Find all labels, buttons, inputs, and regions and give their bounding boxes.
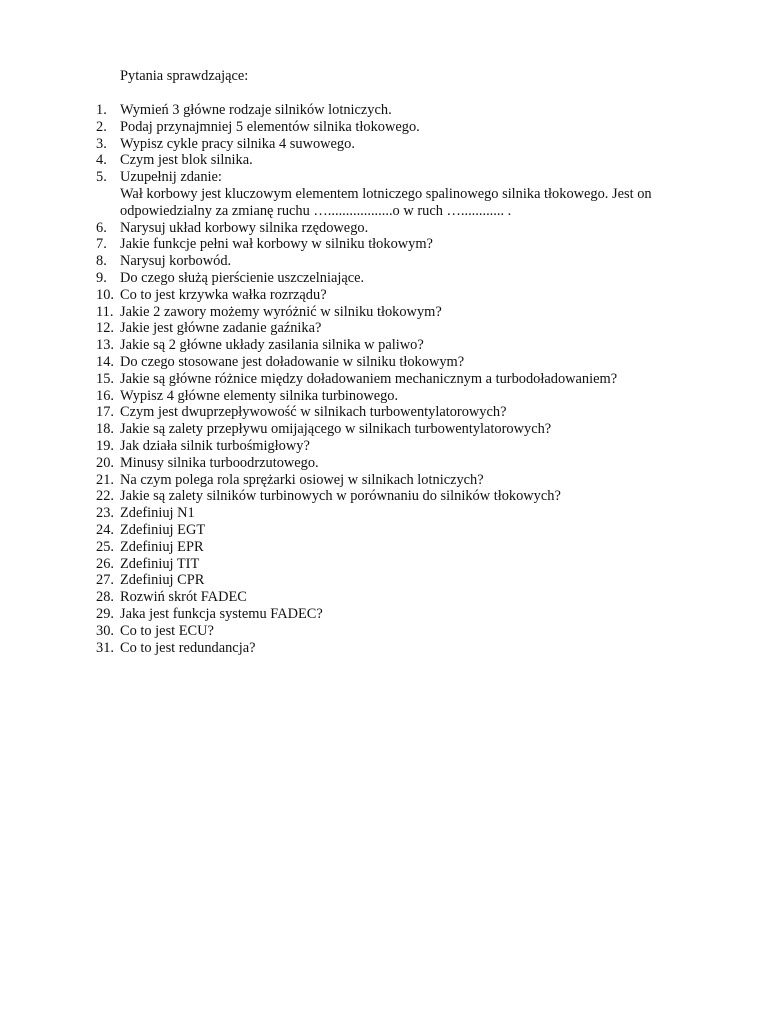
question-text: Do czego stosowane jest doładowanie w silniku tłokowym? bbox=[120, 353, 465, 370]
question-item bbox=[0, 388, 768, 405]
question-text: Co to jest redundancja? bbox=[120, 639, 256, 656]
question-number: 23. bbox=[96, 505, 114, 522]
question-number: 28. bbox=[96, 589, 114, 606]
question-text: Wymień 3 główne rodzaje silników lotniczych. bbox=[120, 102, 392, 118]
question-number: 11. bbox=[96, 303, 114, 320]
question-text: Co to jest krzywka wałka rozrządu? bbox=[120, 286, 327, 303]
question-item bbox=[0, 371, 768, 388]
question-number: 15. bbox=[96, 370, 114, 387]
question-text: Jakie są 2 główne układy zasilania silnika w paliwo? bbox=[120, 337, 424, 354]
question-text: Zdefiniuj N1 bbox=[120, 505, 195, 522]
question-text: Do czego służą pierścienie uszczelniające. bbox=[120, 269, 365, 286]
question-text: Uzupełnij zdanie: bbox=[120, 169, 222, 186]
question-text: Zdefiniuj EPR bbox=[120, 538, 204, 555]
question-text: Jakie są główne różnice między doładowaniem mechanicznym a turbodoładowaniem? bbox=[120, 370, 618, 387]
question-number: 9. bbox=[96, 269, 107, 286]
question-number: 7. bbox=[96, 236, 107, 253]
question-number: 14. bbox=[96, 353, 114, 370]
question-number: 18. bbox=[96, 421, 114, 438]
question-item bbox=[0, 337, 768, 354]
question-item bbox=[0, 539, 768, 556]
question-number: 20. bbox=[96, 454, 114, 471]
question-item bbox=[0, 606, 768, 623]
question-text: Narysuj korbowód. bbox=[120, 253, 232, 270]
question-item bbox=[0, 404, 768, 421]
question-text: Jak działa silnik turbośmigłowy? bbox=[120, 437, 310, 454]
question-item bbox=[0, 320, 768, 337]
question-text: Podaj przynajmniej 5 elementów silnika tłokowego. bbox=[120, 118, 420, 135]
question-text: Jaka jest funkcja systemu FADEC? bbox=[120, 605, 323, 622]
question-item bbox=[0, 236, 768, 253]
question-number: 5. bbox=[96, 169, 107, 186]
question-item bbox=[0, 136, 768, 153]
question-item bbox=[0, 556, 768, 573]
question-sentence: Wał korbowy jest kluczowym elementem lotniczego spalinowego silnika tłokowego. Jest on odpowiedzialny za zmianę ruchu …..................o w ruch …............ . bbox=[120, 185, 652, 219]
question-text: Na czym polega rola sprężarki osiowej w silnikach lotniczych? bbox=[120, 471, 484, 488]
question-text: Minusy silnika turboodrzutowego. bbox=[120, 454, 319, 471]
question-item bbox=[0, 287, 768, 304]
question-number: 27. bbox=[96, 572, 114, 589]
question-number: 1. bbox=[96, 102, 107, 118]
question-text: Jakie 2 zawory możemy wyróżnić w silniku tłokowym? bbox=[120, 303, 442, 320]
document-heading: Pytania sprawdzające: bbox=[120, 68, 249, 84]
question-item bbox=[0, 640, 768, 657]
question-item bbox=[0, 354, 768, 371]
question-number: 10. bbox=[96, 286, 114, 303]
question-item bbox=[0, 623, 768, 640]
question-number: 6. bbox=[96, 219, 107, 236]
question-item bbox=[0, 169, 768, 219]
question-item bbox=[0, 488, 768, 505]
question-item bbox=[0, 589, 768, 606]
question-number: 13. bbox=[96, 337, 114, 354]
question-list bbox=[0, 102, 768, 656]
question-text: Czym jest dwuprzepływowość w silnikach turbowentylatorowych? bbox=[120, 404, 507, 421]
question-item bbox=[0, 505, 768, 522]
question-number: 8. bbox=[96, 253, 107, 270]
question-number: 17. bbox=[96, 404, 114, 421]
question-number: 25. bbox=[96, 538, 114, 555]
question-item bbox=[0, 472, 768, 489]
question-number: 31. bbox=[96, 639, 114, 656]
question-text: Zdefiniuj CPR bbox=[120, 572, 205, 589]
question-number: 26. bbox=[96, 555, 114, 572]
question-number: 4. bbox=[96, 152, 107, 169]
question-number: 16. bbox=[96, 387, 114, 404]
question-item bbox=[0, 438, 768, 455]
question-text: Wypisz 4 główne elementy silnika turbinowego. bbox=[120, 387, 399, 404]
question-text: Wypisz cykle pracy silnika 4 suwowego. bbox=[120, 135, 355, 152]
question-item bbox=[0, 152, 768, 169]
question-text: Zdefiniuj TIT bbox=[120, 555, 200, 572]
question-number: 2. bbox=[96, 118, 107, 135]
question-text: Jakie jest główne zadanie gaźnika? bbox=[120, 320, 322, 337]
question-number: 19. bbox=[96, 437, 114, 454]
question-text: Narysuj układ korbowy silnika rzędowego. bbox=[120, 219, 369, 236]
question-item bbox=[0, 270, 768, 287]
question-item bbox=[0, 455, 768, 472]
question-number: 30. bbox=[96, 622, 114, 639]
question-number: 12. bbox=[96, 320, 114, 337]
question-item bbox=[0, 220, 768, 237]
question-text: Rozwiń skrót FADEC bbox=[120, 589, 247, 606]
question-number: 24. bbox=[96, 521, 114, 538]
question-item bbox=[0, 119, 768, 136]
question-item bbox=[0, 253, 768, 270]
question-text: Zdefiniuj EGT bbox=[120, 521, 206, 538]
question-item bbox=[0, 304, 768, 321]
question-text: Jakie są zalety przepływu omijającego w silnikach turbowentylatorowych? bbox=[120, 421, 552, 438]
question-item bbox=[0, 572, 768, 589]
question-item bbox=[0, 522, 768, 539]
question-text: Jakie funkcje pełni wał korbowy w silniku tłokowym? bbox=[120, 236, 433, 253]
question-number: 21. bbox=[96, 471, 114, 488]
question-item bbox=[0, 421, 768, 438]
question-number: 3. bbox=[96, 135, 107, 152]
question-text: Czym jest blok silnika. bbox=[120, 152, 253, 169]
question-item bbox=[0, 102, 768, 119]
question-number: 29. bbox=[96, 605, 114, 622]
question-text: Jakie są zalety silników turbinowych w porównaniu do silników tłokowych? bbox=[120, 488, 561, 505]
question-number: 22. bbox=[96, 488, 114, 505]
question-text: Co to jest ECU? bbox=[120, 622, 214, 639]
